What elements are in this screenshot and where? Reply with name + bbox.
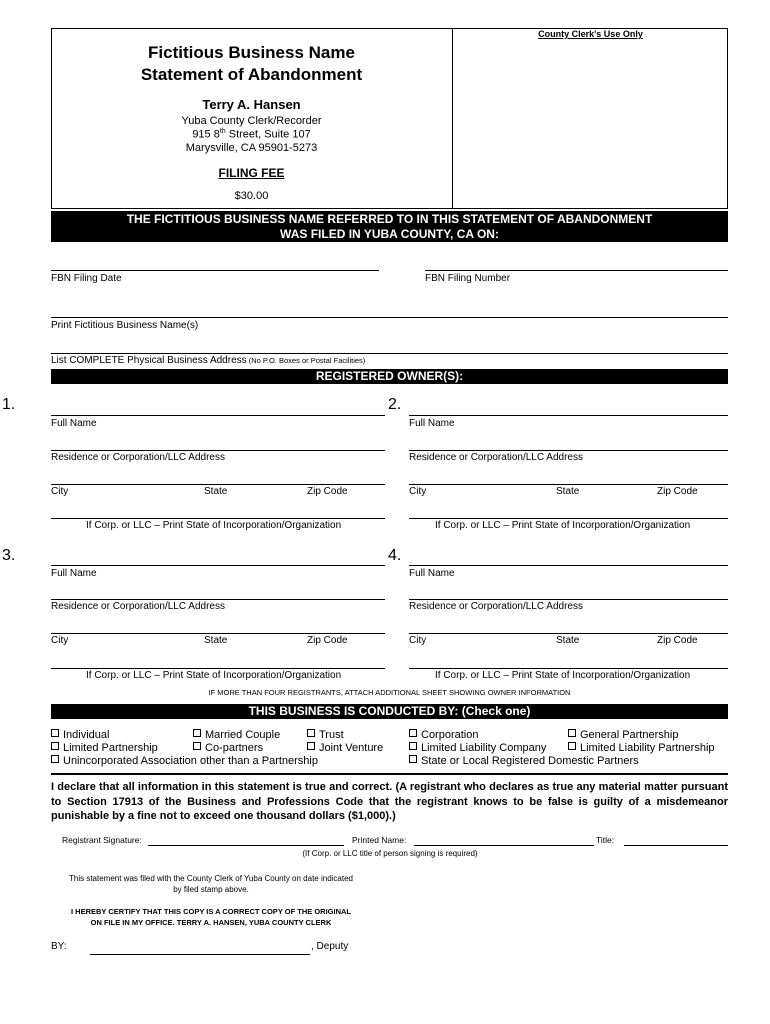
owner-3-state-label: State — [204, 635, 228, 646]
certify-line-1: I HEREBY CERTIFY THAT THIS COPY IS A CORRECT COPY OF THE ORIGINAL — [70, 907, 352, 916]
checkbox-llp[interactable] — [568, 742, 576, 750]
owner-2-number: 2. — [388, 396, 402, 413]
owner-4-incorp-line[interactable] — [409, 668, 728, 669]
option-joint-venture[interactable] — [307, 742, 383, 754]
conducted-by-heading: THIS BUSINESS IS CONDUCTED BY: (Check one) — [51, 704, 728, 719]
owner-2-city-line[interactable] — [409, 484, 728, 485]
checkbox-co-partners[interactable] — [193, 742, 201, 750]
more-registrants-note: IF MORE THAN FOUR REGISTRANTS, ATTACH ADDITIONAL SHEET SHOWING OWNER INFORMATION — [208, 688, 571, 697]
fbn-number-label: FBN Filing Number — [425, 273, 511, 284]
owner-4-zip-label: Zip Code — [657, 635, 698, 646]
owner-4-number: 4. — [388, 547, 402, 564]
owner-3-name-label: Full Name — [51, 568, 97, 579]
owner-4-address-line[interactable] — [409, 599, 728, 600]
option-llc-label: Limited Liability Company — [421, 742, 547, 754]
option-individual-label: Individual — [63, 729, 110, 741]
owner-1-state-label: State — [204, 486, 228, 497]
checkbox-joint-venture[interactable] — [307, 742, 315, 750]
declaration-text: I declare that all information in this statement is true and correct. (A registrant who declares as true any material matter pursuant to Section 17913 of the Business and Professions Code that the registrant knows to be false is guilty of a misdemeanor punishable by a fine not to exceed one thousand dollars ($1,000).) — [51, 781, 728, 822]
owner-3-city-line[interactable] — [51, 633, 385, 634]
checkbox-limited-partnership[interactable] — [51, 742, 59, 750]
checkbox-general-partnership[interactable] — [568, 729, 576, 737]
clerk-use-label: County Clerk's Use Only — [538, 29, 643, 39]
fbn-date-label: FBN Filing Date — [51, 273, 122, 284]
business-names-line[interactable] — [51, 317, 728, 318]
owner-3-name-line[interactable] — [51, 565, 385, 566]
deputy-label: , Deputy — [311, 941, 349, 952]
clerk-office: Yuba County Clerk/Recorder — [181, 115, 322, 127]
by-label: BY: — [51, 941, 67, 952]
owner-1-address-line[interactable] — [51, 450, 385, 451]
filed-statement — [51, 874, 371, 895]
option-co-partners-label: Co-partners — [205, 742, 264, 754]
owner-4-address-label: Residence or Corporation/LLC Address — [409, 601, 583, 612]
banner-line-2: WAS FILED IN YUBA COUNTY, CA ON: — [280, 227, 499, 241]
title-line-2: Statement of Abandonment — [140, 65, 363, 84]
owner-4-incorp-label: If Corp. or LLC – Print State of Incorporation/Organization — [435, 670, 691, 681]
owner-1-city-label: City — [51, 486, 69, 497]
option-married-couple-label: Married Couple — [205, 729, 281, 741]
deputy-signature-line[interactable] — [90, 954, 310, 955]
owner-3-number: 3. — [2, 547, 16, 564]
owner-1-city-line[interactable] — [51, 484, 385, 485]
declaration-rule — [51, 773, 728, 775]
filing-fee-amount: $30.00 — [234, 190, 269, 202]
filing-fee-label: FILING FEE — [218, 166, 285, 180]
checkbox-llc[interactable] — [409, 742, 417, 750]
owner-4-city-label: City — [409, 635, 427, 646]
form-title — [51, 42, 452, 86]
option-corporation[interactable] — [409, 729, 478, 741]
checkbox-married-couple[interactable] — [193, 729, 201, 737]
owner-1-address-label: Residence or Corporation/LLC Address — [51, 452, 225, 463]
option-unincorporated-label: Unincorporated Association other than a Partnership — [63, 755, 318, 767]
owner-1-name-line[interactable] — [51, 415, 385, 416]
fbn-date-line[interactable] — [51, 270, 379, 271]
business-address-label — [51, 355, 365, 366]
owner-2-incorp-line[interactable] — [409, 518, 728, 519]
option-llc[interactable] — [409, 742, 546, 754]
checkbox-trust[interactable] — [307, 729, 315, 737]
owner-3-address-label: Residence or Corporation/LLC Address — [51, 601, 225, 612]
owner-2-name-line[interactable] — [409, 415, 728, 416]
checkbox-unincorporated[interactable] — [51, 755, 59, 763]
owner-3-incorp-line[interactable] — [51, 668, 385, 669]
option-limited-partnership-label: Limited Partnership — [63, 742, 158, 754]
owner-1-incorp-label: If Corp. or LLC – Print State of Incorporation/Organization — [86, 520, 342, 531]
printed-name-label: Printed Name: — [352, 835, 407, 845]
option-general-partnership-label: General Partnership — [580, 729, 679, 741]
checkbox-corporation[interactable] — [409, 729, 417, 737]
fbn-number-line[interactable] — [425, 270, 728, 271]
owner-4-name-line[interactable] — [409, 565, 728, 566]
registrant-signature-line[interactable] — [148, 845, 344, 846]
option-trust-label: Trust — [319, 729, 344, 741]
clerk-street — [51, 128, 452, 141]
street-suffix: Street, Suite 107 — [225, 128, 311, 141]
title-line[interactable] — [624, 845, 728, 846]
banner-line-1: THE FICTITIOUS BUSINESS NAME REFERRED TO IN THIS STATEMENT OF ABANDONMENT — [126, 212, 653, 226]
owner-2-address-line[interactable] — [409, 450, 728, 451]
owner-3-zip-label: Zip Code — [307, 635, 348, 646]
business-names-label: Print Fictitious Business Name(s) — [51, 320, 199, 331]
owner-3-city-label: City — [51, 635, 69, 646]
option-joint-venture-label: Joint Venture — [319, 742, 384, 754]
checkbox-individual[interactable] — [51, 729, 59, 737]
owner-2-address-label: Residence or Corporation/LLC Address — [409, 452, 583, 463]
filed-line-2: by filed stamp above. — [173, 884, 249, 894]
owner-2-zip-label: Zip Code — [657, 486, 698, 497]
owner-2-name-label: Full Name — [409, 418, 455, 429]
option-domestic-partners-label: State or Local Registered Domestic Partners — [421, 755, 639, 767]
street-sup: th — [219, 128, 226, 135]
clerk-city: Marysville, CA 95901-5273 — [185, 142, 318, 154]
filed-banner — [51, 211, 728, 242]
owner-1-name-label: Full Name — [51, 418, 97, 429]
address-note-text: (No P.O. Boxes or Postal Facilities) — [246, 356, 366, 365]
street-prefix: 915 8 — [192, 128, 220, 141]
owner-4-city-line[interactable] — [409, 633, 728, 634]
checkbox-domestic-partners[interactable] — [409, 755, 417, 763]
owner-4-state-label: State — [556, 635, 580, 646]
owner-3-address-line[interactable] — [51, 599, 385, 600]
clerk-name: Terry A. Hansen — [202, 97, 301, 112]
option-trust[interactable] — [307, 729, 344, 741]
option-general-partnership[interactable] — [568, 729, 678, 741]
address-main-text: List COMPLETE Physical Business Address — [51, 355, 247, 366]
header-divider — [452, 28, 453, 209]
certify-line-2: ON FILE IN MY OFFICE. TERRY A. HANSEN, YUBA COUNTY CLERK — [90, 917, 332, 927]
owner-2-state-label: State — [556, 486, 580, 497]
printed-name-line[interactable] — [414, 845, 594, 846]
option-individual[interactable] — [51, 729, 109, 741]
owner-2-incorp-label: If Corp. or LLC – Print State of Incorporation/Organization — [435, 520, 691, 531]
owner-3-incorp-label: If Corp. or LLC – Print State of Incorporation/Organization — [86, 670, 342, 681]
signature-note: (If Corp. or LLC title of person signing is required) — [302, 849, 478, 858]
option-domestic-partners[interactable] — [409, 755, 639, 767]
business-address-line[interactable] — [51, 353, 728, 354]
option-llp-label: Limited Liability Partnership — [580, 742, 715, 754]
registrant-signature-label: Registrant Signature: — [62, 835, 142, 845]
owner-1-zip-label: Zip Code — [307, 486, 348, 497]
option-married-couple[interactable] — [193, 729, 280, 741]
option-limited-partnership[interactable] — [51, 742, 158, 754]
option-unincorporated[interactable] — [51, 755, 318, 767]
registered-owners-heading: REGISTERED OWNER(S): — [51, 369, 728, 384]
owner-1-incorp-line[interactable] — [51, 518, 385, 519]
certification-statement — [51, 907, 371, 928]
filed-line-1: This statement was filed with the County Clerk of Yuba County on date indicated — [68, 874, 353, 883]
owner-4-name-label: Full Name — [409, 568, 455, 579]
option-llp[interactable] — [568, 742, 715, 754]
owner-1-number: 1. — [2, 396, 16, 413]
title-line-1: Fictitious Business Name — [148, 43, 355, 62]
option-corporation-label: Corporation — [421, 729, 479, 741]
option-co-partners[interactable] — [193, 742, 263, 754]
owner-2-city-label: City — [409, 486, 427, 497]
title-label: Title: — [596, 835, 615, 845]
